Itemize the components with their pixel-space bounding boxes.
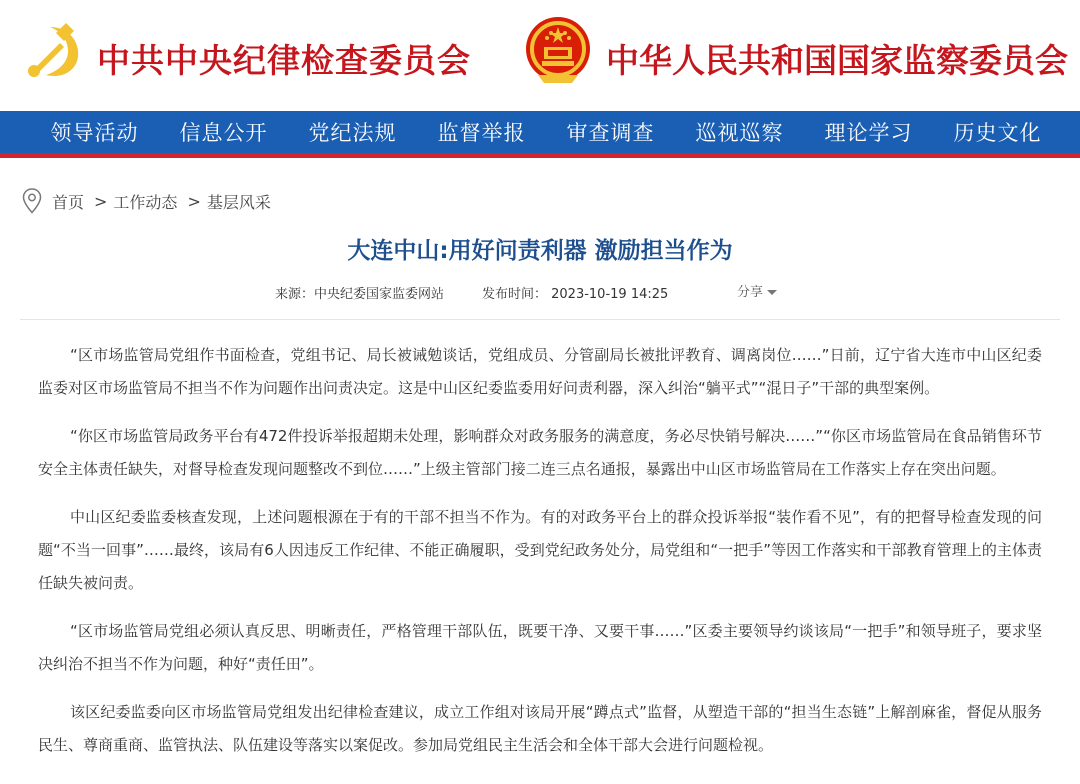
article-body: [0, 339, 1080, 762]
party-emblem-icon[interactable]: [20, 19, 84, 83]
nav-item-investigation[interactable]: 审查调查: [566, 121, 655, 145]
article-paragraph: “区市场监管局党组作书面检查，党组书记、局长被诫勉谈话，党组成员、分管副局长被批评教育、调离岗位……”日前，辽宁省大连市中山区纪委监委对区市场监管局不担当不作为问题作出问责决定。这是中山区纪委监委用好问责利器，深入纠治“躺平式”“混日子”干部的典型案例。: [38, 346, 1042, 397]
breadcrumb-home[interactable]: 首页: [52, 192, 85, 212]
breadcrumb: [0, 178, 1080, 224]
location-pin-icon: [22, 188, 42, 214]
breadcrumb-work-news[interactable]: 工作动态: [113, 192, 178, 212]
article-meta: [20, 271, 1060, 320]
main-nav: [0, 111, 1080, 158]
site-header: [0, 0, 1080, 111]
article-title: 大连中山:用好问责利器 激励担当作为: [347, 238, 733, 264]
article-source: 来源：中央纪委国家监委网站: [275, 287, 445, 302]
nav-item-regulations[interactable]: 党纪法规: [308, 121, 397, 145]
national-emblem-icon[interactable]: [524, 15, 592, 87]
nav-item-leadership[interactable]: 领导活动: [50, 121, 139, 145]
article-paragraph: 该区纪委监委向区市场监管局党组发出纪律检查建议，成立工作组对该局开展“蹲点式”监督，从塑造干部的“担当生态链”上解剖麻雀，督促从服务民生、尊商重商、监管执法、队伍建设等落实以案促改。参加局党组民主生活会和全体干部大会进行问题检视。: [38, 703, 1042, 754]
nav-item-disclosure[interactable]: 信息公开: [179, 121, 268, 145]
chevron-down-icon: [767, 290, 777, 295]
breadcrumb-separator: >: [187, 191, 201, 211]
article-paragraph: 中山区纪委监委核查发现，上述问题根源在于有的干部不担当不作为。有的对政务平台上的群众投诉举报“装作看不见”，有的把督导检查发现的问题“不当一回事”……最终，该局有6人因违反工作纪律、不能正确履职，受到党纪政务处分，局党组和“一把手”等因工作落实和干部教育管理上的主体责任缺失被问责。: [38, 508, 1042, 592]
site-name-nsc[interactable]: 中华人民共和国国家监察委员会: [606, 41, 1068, 80]
breadcrumb-separator: >: [94, 191, 108, 211]
article-paragraph: “你区市场监管局政务平台有472件投诉举报超期未处理，影响群众对政务服务的满意度，务必尽快销号解决……”“你区市场监管局在食品销售环节安全主体责任缺失，对督导检查发现问题整改不到位……”上级主管部门接二连三点名通报，暴露出中山区市场监管局在工作落实上存在突出问题。: [38, 427, 1042, 478]
share-label: 分享: [737, 285, 764, 300]
nav-item-theory[interactable]: 理论学习: [824, 121, 913, 145]
nav-item-report[interactable]: 监督举报: [437, 121, 526, 145]
nav-item-inspection[interactable]: 巡视巡察: [695, 121, 784, 145]
site-name-ccdi[interactable]: 中共中央纪律检查委员会: [97, 41, 471, 80]
breadcrumb-grassroots[interactable]: 基层风采: [206, 192, 271, 212]
nav-item-history[interactable]: 历史文化: [953, 121, 1042, 145]
article-publish-time: 发布时间： 2023-10-19 14:25: [482, 287, 669, 302]
article-paragraph: “区市场监管局党组必须认真反思、明晰责任，严格管理干部队伍，既要干净、又要干事……”区委主要领导约谈该局“一把手”和领导班子，要求坚决纠治不担当不作为问题，种好“责任田”。: [38, 622, 1042, 673]
share-button[interactable]: [737, 281, 777, 300]
